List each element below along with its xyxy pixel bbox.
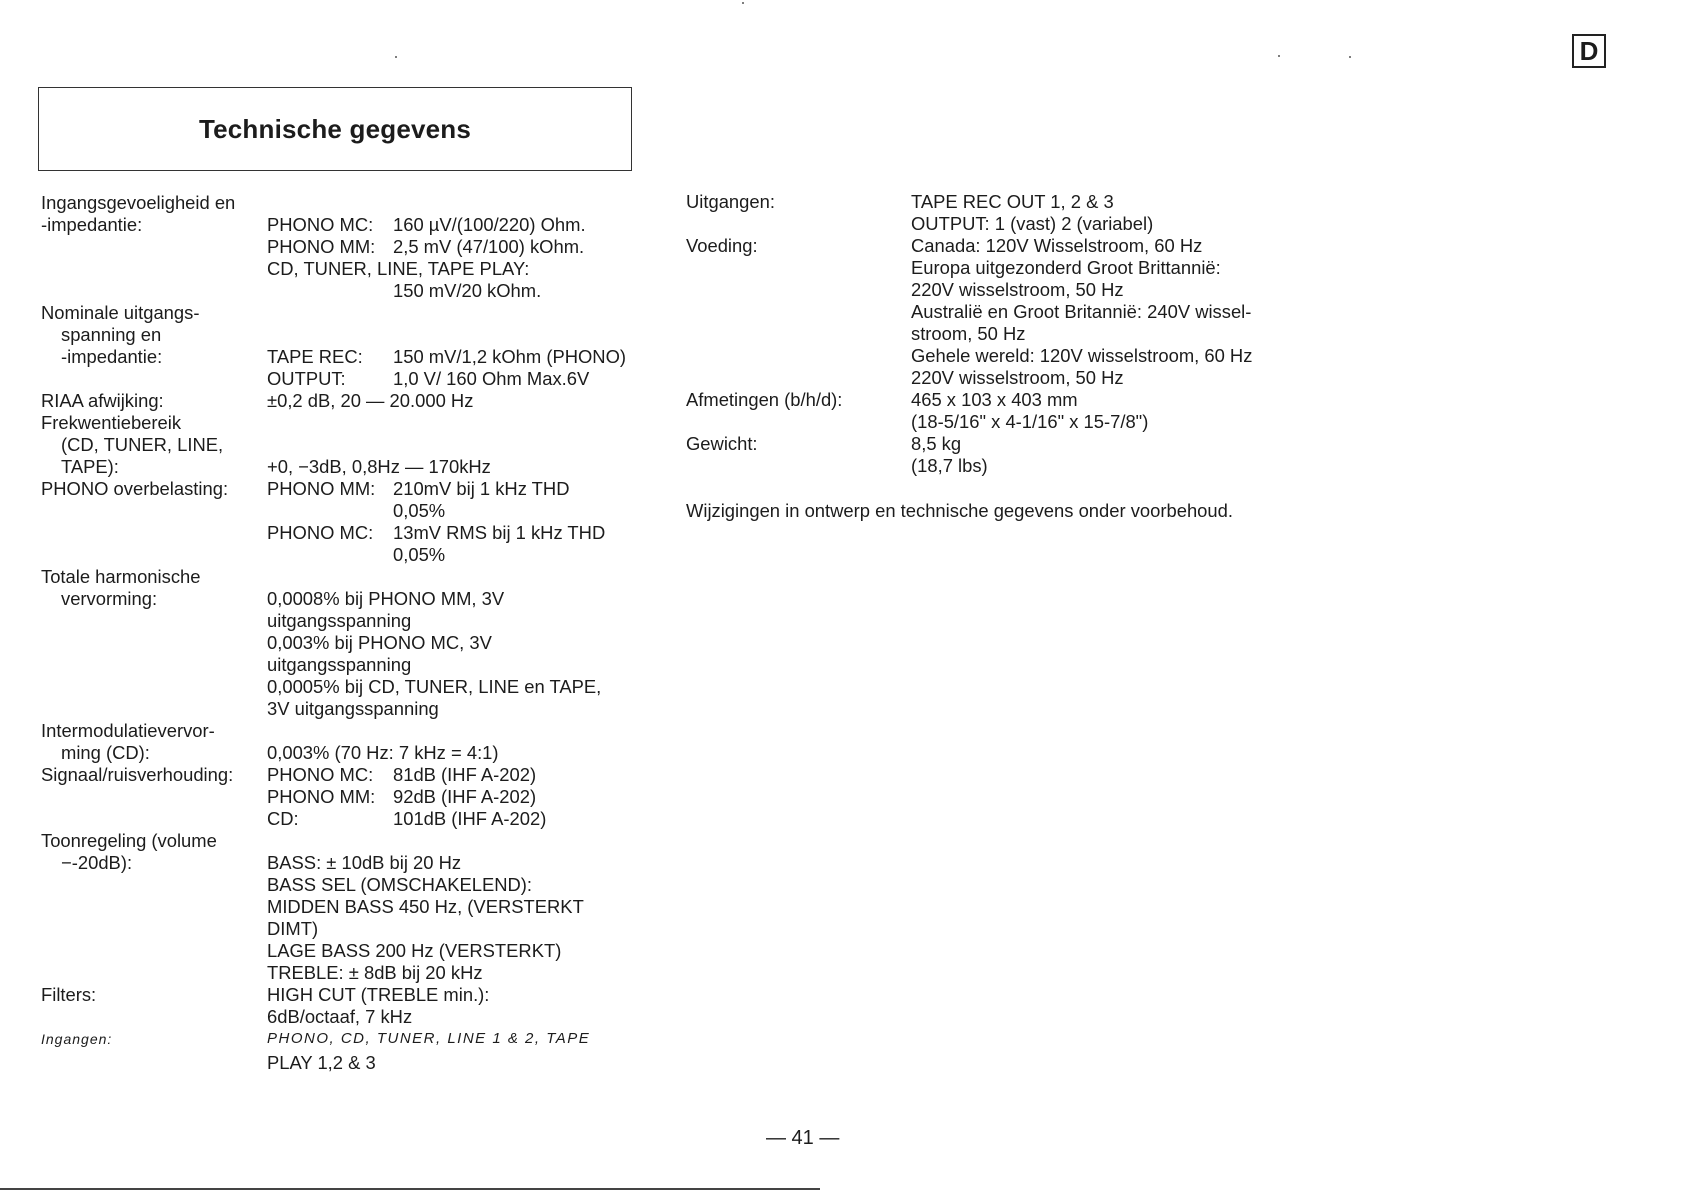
spec-label: Signaal/ruisverhouding: [41, 764, 234, 785]
spec-value: 0,003% (70 Hz: 7 kHz = 4:1) [267, 742, 499, 763]
scan-speck [1349, 56, 1351, 58]
spec-value: PHONO, CD, TUNER, LINE 1 & 2, TAPE PLAY 1,2 & 3 [267, 1030, 591, 1073]
spec-value: BASS: ± 10dB bij 20 Hz BASS SEL (OMSCHAKELEND): MIDDEN BASS 450 Hz, (VERSTERKT DIMT) LAGE BASS 200 Hz (VERSTERKT) TREBLE: ± 8dB bij 20 kHz [267, 852, 584, 983]
spec-value: +0, −3dB, 0,8Hz — 170kHz [267, 456, 491, 477]
disclaimer-note: Wijzigingen in ontwerp en technische gegevens onder voorbehoud. [686, 500, 1233, 521]
left-spec-list [41, 192, 641, 1092]
spec-label: PHONO overbelasting: [41, 478, 229, 499]
spec-label: Uitgangen: [686, 191, 775, 212]
spec-label: Frekwentiebereik (CD, TUNER, LINE, TAPE): [41, 412, 224, 477]
language-badge: D [1572, 34, 1606, 68]
spec-label: Voeding: [686, 235, 758, 256]
spec-value: PHONO MC: 160 µV/(100/220) Ohm. PHONO MM: 2,5 mV (47/100) kOhm. CD, TUNER, LINE, TAPE PLAY: 150 mV/20 kOhm. [267, 214, 586, 301]
title-box [38, 87, 632, 171]
spec-label: Afmetingen (b/h/d): [686, 389, 843, 410]
spec-value: PHONO MM: 210mV bij 1 kHz THD 0,05% PHONO MC: 13mV RMS bij 1 kHz THD 0,05% [267, 478, 606, 565]
spec-value: ±0,2 dB, 20 — 20.000 Hz [267, 390, 474, 411]
right-spec-list [686, 191, 1606, 531]
spec-value: Canada: 120V Wisselstroom, 60 Hz Europa uitgezonderd Groot Brittannië: 220V wisselstroom, 50 Hz Australië en Groot Britannië: 240V wissel- stroom, 50 Hz Gehele wereld: 120V wisselstroom, 60 Hz 220V wisselstroom, 50 Hz [911, 235, 1253, 388]
spec-label: Filters: [41, 984, 97, 1005]
spec-value: PHONO MC: 81dB (IHF A-202) PHONO MM: 92dB (IHF A-202) CD: 101dB (IHF A-202) [267, 764, 547, 829]
spec-label: Totale harmonische vervorming: [41, 566, 201, 609]
spec-value: TAPE REC: 150 mV/1,2 kOhm (PHONO) OUTPUT: 1,0 V/ 160 Ohm Max.6V [267, 346, 627, 389]
spec-label: Ingangsgevoeligheid en -impedantie: [41, 192, 236, 235]
spec-label: RIAA afwijking: [41, 390, 164, 411]
spec-value: 0,0008% bij PHONO MM, 3V uitgangsspanning 0,003% bij PHONO MC, 3V uitgangsspanning 0,0005% bij CD, TUNER, LINE en TAPE, 3V uitgangsspanning [267, 588, 602, 719]
bottom-rule [0, 1188, 820, 1190]
scan-speck [742, 2, 744, 4]
spec-label: Nominale uitgangs- spanning en -impedantie: [41, 302, 200, 367]
spec-value: TAPE REC OUT 1, 2 & 3 OUTPUT: 1 (vast) 2 (variabel) [911, 191, 1154, 234]
page-title: Technische gegevens [198, 113, 472, 144]
scan-speck [395, 56, 397, 58]
spec-label: Intermodulatievervor- ming (CD): [41, 720, 215, 763]
spec-value: 465 x 103 x 403 mm (18-5/16" x 4-1/16" x 15-7/8") [911, 389, 1149, 432]
spec-value: HIGH CUT (TREBLE min.): 6dB/octaaf, 7 kHz [267, 984, 490, 1027]
page-number: — 41 — [766, 1127, 840, 1149]
spec-value: 8,5 kg (18,7 lbs) [911, 433, 988, 476]
spec-label: Ingangen: [41, 1031, 113, 1047]
scan-speck [1278, 55, 1280, 57]
spec-label: Toonregeling (volume −-20dB): [41, 830, 217, 873]
spec-label: Gewicht: [686, 433, 758, 454]
